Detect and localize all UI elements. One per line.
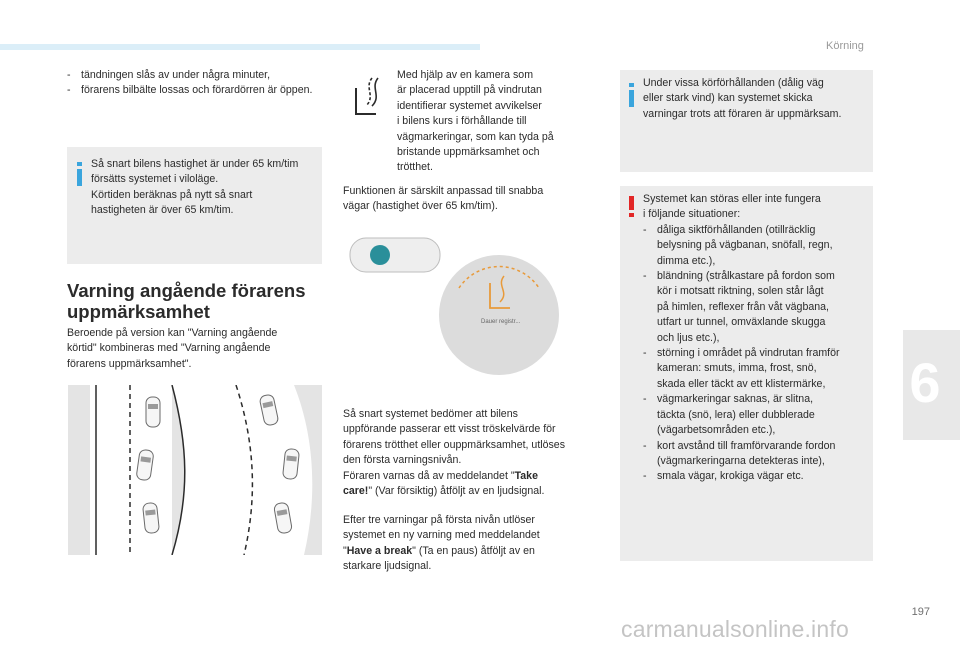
list-item: - tändningen slås av under några minuter, (67, 68, 337, 83)
warning-icon-dot (629, 213, 634, 217)
chapter-number: 6 (909, 351, 941, 414)
header-bar (0, 44, 480, 50)
warning-lamp-display (350, 238, 440, 272)
list-item: - störning i området på vindrutan framför kameran: smuts, imma, frost, snö, skada eller täckt av ett klistermärke, (643, 346, 873, 392)
road-illustration (68, 385, 322, 555)
instrument-illustration (344, 228, 598, 398)
info-box (67, 147, 322, 264)
info-icon (629, 83, 634, 87)
info-text: Under vissa körförhållanden (dålig väg eller stark vind) kan systemet skicka varningar trots att föraren är uppmärksam. (643, 77, 842, 120)
screen-message: Dauer registr... (481, 319, 521, 325)
info-icon-bar (77, 169, 82, 186)
camera-icon (352, 74, 382, 120)
car-icon (146, 397, 160, 427)
car-icon (142, 502, 159, 533)
function-paragraph: Funktionen är särskilt anpassad till snabba vägar (hastighet över 65 km/tim). (343, 185, 544, 213)
first-warning-paragraph: Så snart systemet bedömer att bilens uppförande passerar ett visst tröskelvärde för förarens trötthet eller ouppmärksamhet, utlöses den första varningsnivån. Föraren varnas då av meddelandet "Take care!" (Var försiktig) åtföljt av en ljudsignal. (343, 408, 565, 498)
road-svg (68, 385, 322, 555)
list-item: - vägmarkeringar saknas, är slitna, täckta (snö, lera) eller dubblerade (vägarbetsområden etc.), (643, 392, 873, 438)
list-item: - smala vägar, krokiga vägar etc. (643, 469, 873, 484)
list-item: - dåliga siktförhållanden (otillräcklig belysning på vägbanan, snöfall, regn, dimma etc.), (643, 223, 873, 269)
instrument-svg (344, 228, 598, 398)
info-icon-bar (629, 90, 634, 107)
car-icon (282, 448, 299, 479)
page-number: 197 (911, 606, 930, 618)
camera-paragraph: Med hjälp av en kamera som är placerad upptill på vindrutan identifierar systemet avvikelser i bilens kurs i förhållande till vägmarkeringar, som kan tyda på bristande uppmärksamhet och trötthet. (397, 69, 554, 174)
section-heading: Varning angående förarens uppmärksamhet (67, 280, 306, 322)
list-item: - kort avstånd till framförvarande fordon (vägmarkeringarna detekteras inte), (643, 439, 873, 470)
dial-display (439, 255, 559, 375)
warning-list (643, 223, 873, 485)
condition-list (67, 68, 337, 99)
info-icon (77, 162, 82, 166)
intro-paragraph: Beroende på version kan "Varning angående körtid" kombineras med "Varning angående förarens uppmärksamhet". (67, 327, 278, 370)
warning-icon (629, 196, 634, 210)
section-title: Körning (826, 40, 864, 52)
lane-camera-icon (352, 74, 382, 120)
info-text: Så snart bilens hastighet är under 65 km/tim försätts systemet i viloläge. Körtiden beräknas på nytt så snart hastigheten är över 65 km/tim. (91, 158, 299, 217)
warning-text: Systemet kan störas eller inte fungera i följande situationer: - dåliga siktförhållanden (otillräcklig belysning på vägbanan, snöfall, regn, dimma etc.), - bländning (strålkastare på fordon som kör i motsatt riktning, solen står lågt på himlen, reflexer från våt vägbana, utfart ur tunnel, omväxlande skugga och ljus etc.), - störning i området på vindrutan framför kameran: smuts, imma, frost, snö, skada eller täckt av ett klistermärke, - vägmarkeringar saknas, är slitna, täckta (snö, lera) eller dubblerade (vägarbetsområden etc.), - kort avstånd till framförvarande fordon (vägmarkeringarna detekteras inte), - smala vägar, krokiga vägar etc. (643, 192, 873, 485)
second-warning-paragraph: Efter tre varningar på första nivån utlöser systemet en ny varning med meddelandet "Have a break" (Ta en paus) åtföljt av en starkare ljudsignal. (343, 514, 540, 573)
warning-box (620, 186, 873, 561)
watermark: carmanualsonline.info (621, 616, 849, 642)
list-item: - förarens bilbälte lossas och förardörren är öppen. (67, 83, 337, 98)
info-box-conditions (620, 70, 873, 172)
list-item: - bländning (strålkastare på fordon som kör i motsatt riktning, solen står lågt på himlen, reflexer från våt vägbana, utfart ur tunnel, omväxlande skugga och ljus etc.), (643, 269, 873, 346)
